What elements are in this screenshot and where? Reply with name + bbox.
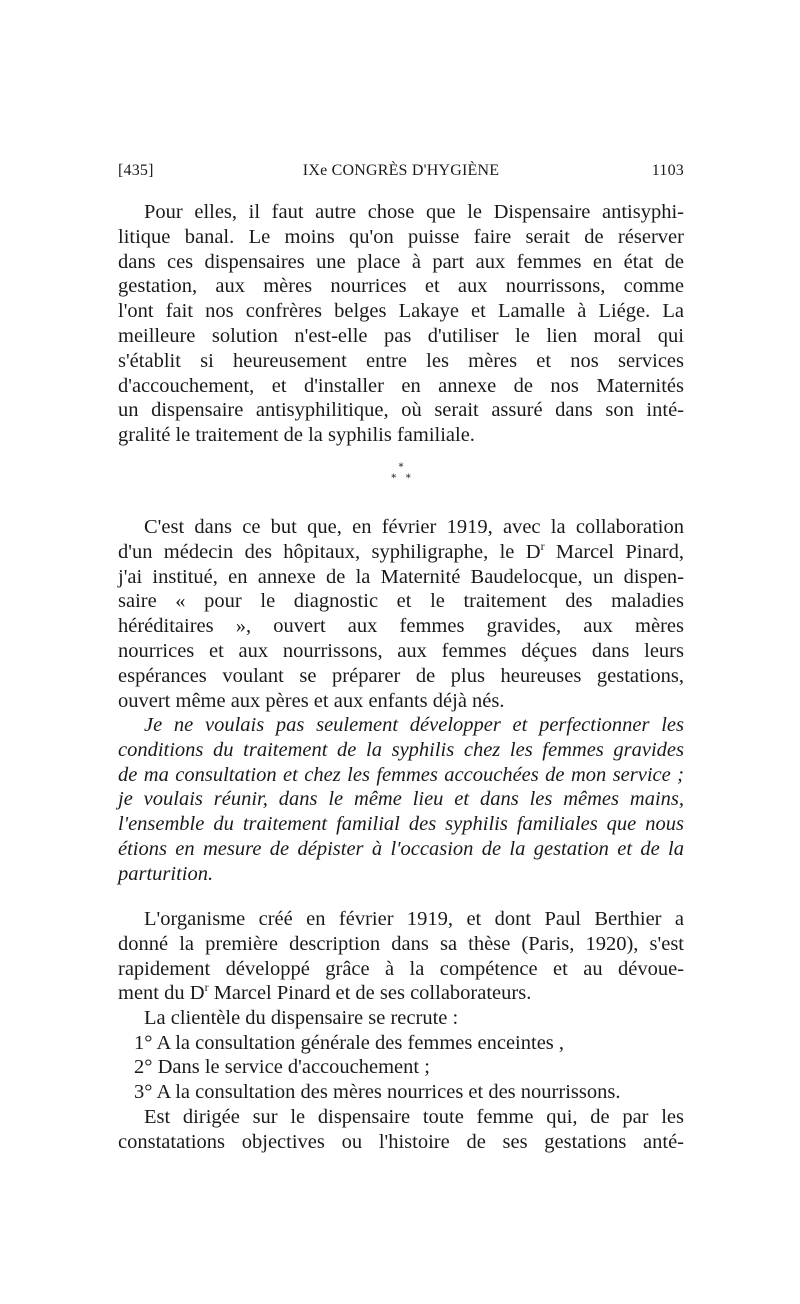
running-title: IXe CONGRÈS D'HYGIÈNE bbox=[302, 162, 500, 179]
book-page bbox=[118, 0, 684, 1304]
text-line: Est dirigée sur le dispensaire toute femme qui, de par les bbox=[144, 1106, 684, 1128]
text-line: donné la première description dans sa thèse (Paris, 1920), s'est bbox=[118, 932, 684, 955]
page-number: 1103 bbox=[651, 162, 684, 179]
text-line: ment du $D^r$ Marcel Pinard et de ses collaborateurs. bbox=[118, 980, 532, 1005]
text-line: meilleure solution n'est-elle pas d'utiliser le lien moral qui bbox=[118, 324, 684, 347]
list-intro: La clientèle du dispensaire se recrute : bbox=[144, 1007, 459, 1030]
text-line: je voulais réunir, dans le même lieu et dans les mêmes mains, bbox=[118, 788, 684, 811]
list-item: 1° A la consultation générale des femmes enceintes , bbox=[134, 1032, 565, 1054]
text-line: un dispensaire antisyphilitique, où serait assuré dans son inté- bbox=[118, 399, 684, 422]
text-line: Pour elles, il faut autre chose que le Dispensaire antisyphi- bbox=[144, 201, 684, 223]
text-line: l'ensemble du traitement familial des syphilis familiales que nous bbox=[118, 813, 684, 836]
list-item: 2° Dans le service d'accouchement ; bbox=[134, 1056, 430, 1078]
paragraph-5 bbox=[118, 1105, 684, 1155]
section-separator bbox=[118, 462, 684, 484]
text-line: s'établit si heureusement entre les mères et nos services bbox=[118, 349, 684, 372]
paragraph-2 bbox=[118, 515, 684, 713]
text-line: Je ne voulais pas seulement développer et perfectionner les bbox=[144, 714, 684, 736]
text-line: de ma consultation et chez les femmes accouchées de mon service ; bbox=[118, 763, 684, 786]
text-line: saire « pour le diagnostic et le traitement des maladies bbox=[118, 590, 684, 613]
text-line: j'ai institué, en annexe de la Maternité Baudelocque, un dispen- bbox=[118, 565, 684, 588]
text-line: gralité le traitement de la syphilis familiale. bbox=[118, 424, 475, 447]
text-line: d'accouchement, et d'installer en annexe de nos Maternités bbox=[118, 374, 684, 397]
paragraph-4 bbox=[118, 907, 684, 1031]
text-line: héréditaires », ouvert aux femmes gravides, aux mères bbox=[118, 615, 684, 638]
text-line: litique banal. Le moins qu'on puisse faire serait de réserver bbox=[118, 225, 684, 248]
asterism-bottom: * * bbox=[391, 473, 411, 484]
text-line: espérances voulant se préparer de plus heureuses gestations, bbox=[118, 664, 684, 687]
text-line: L'organisme créé en février 1919, et dont Paul Berthier a bbox=[144, 908, 684, 930]
text-line: l'ont fait nos confrères belges Lakaye et Lamalle à Liége. La bbox=[118, 300, 684, 323]
text-line: gestation, aux mères nourrices et aux nourrissons, comme bbox=[118, 275, 684, 298]
text-line: parturition. bbox=[118, 862, 214, 885]
paragraph-1 bbox=[118, 200, 684, 448]
text-line: conditions du traitement de la syphilis chez les femmes gravides bbox=[118, 738, 684, 761]
text-line: d'un médecin des hôpitaux, syphiligraphe, le $D^r$ Marcel Pinard, bbox=[118, 538, 684, 563]
text-line: dans ces dispensaires une place à part aux femmes en état de bbox=[118, 250, 684, 273]
text-line: rapidement développé grâce à la compétence et au dévoue- bbox=[118, 957, 684, 980]
running-head bbox=[118, 162, 684, 182]
asterism-top: * bbox=[398, 462, 404, 473]
list-item: 3° A la consultation des mères nourrices et des nourrissons. bbox=[134, 1081, 621, 1103]
text-line: ouvert même aux pères et aux enfants déjà nés. bbox=[118, 689, 505, 712]
text-line: C'est dans ce but que, en février 1919, avec la collaboration bbox=[144, 516, 684, 538]
text-line: étions en mesure de dépister à l'occasion de la gestation et de la bbox=[118, 837, 684, 860]
page-bracket-number: [435] bbox=[118, 162, 154, 179]
paragraph-3-italic bbox=[118, 713, 684, 887]
text-line: nourrices et aux nourrissons, aux femmes déçues dans leurs bbox=[118, 639, 684, 662]
text-line: constatations objectives ou l'histoire de ses gestations anté- bbox=[118, 1130, 684, 1153]
